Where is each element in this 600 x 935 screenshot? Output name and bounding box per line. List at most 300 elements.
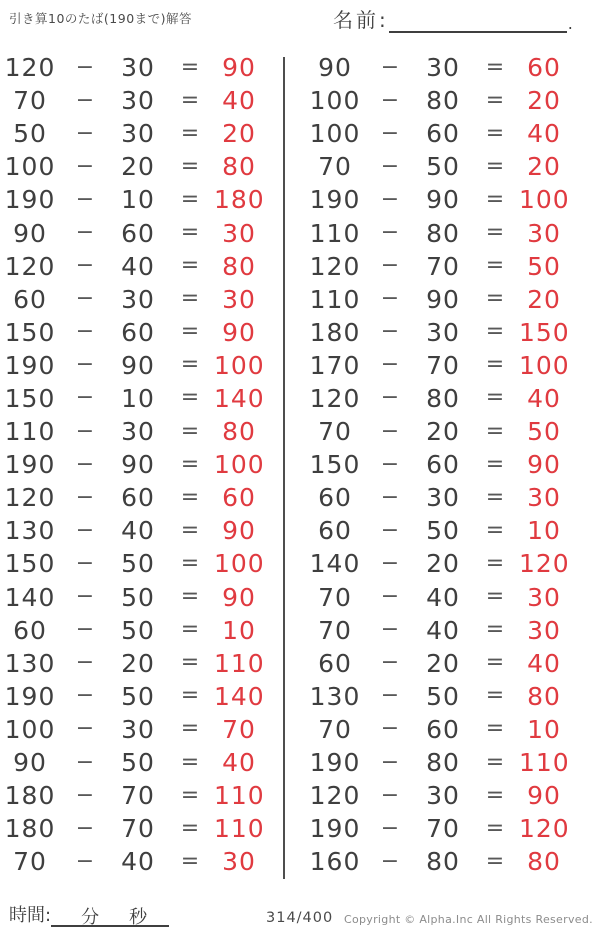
minus-sign: − xyxy=(75,716,95,742)
problem-row xyxy=(283,581,600,614)
minuend: 190 xyxy=(4,350,56,380)
problem-row xyxy=(283,216,600,249)
problem-row xyxy=(0,349,283,382)
equals-sign: = xyxy=(485,385,505,411)
equals-sign: = xyxy=(485,54,505,80)
subtrahend: 40 xyxy=(121,251,155,281)
problem-row xyxy=(0,250,283,283)
problem-row xyxy=(0,812,283,845)
answer: 30 xyxy=(527,615,561,645)
equals-sign: = xyxy=(180,418,200,444)
equals-sign: = xyxy=(485,220,505,246)
equals-sign: = xyxy=(485,716,505,742)
problem-row xyxy=(283,283,600,316)
answer: 90 xyxy=(222,53,256,83)
subtrahend: 40 xyxy=(426,582,460,612)
subtrahend: 30 xyxy=(121,417,155,447)
minuend: 190 xyxy=(4,185,56,215)
problem-row xyxy=(0,316,283,349)
answer: 20 xyxy=(527,86,561,116)
minus-sign: − xyxy=(75,220,95,246)
name-blank-line xyxy=(389,7,567,33)
equals-sign: = xyxy=(180,815,200,841)
problem-row xyxy=(283,183,600,216)
problem-row xyxy=(283,448,600,481)
answer: 140 xyxy=(214,681,265,711)
minuend: 170 xyxy=(309,350,361,380)
answer: 90 xyxy=(527,450,561,480)
equals-sign: = xyxy=(485,484,505,510)
name-label: 名前: xyxy=(333,8,389,32)
subtrahend: 60 xyxy=(121,218,155,248)
answer: 80 xyxy=(527,681,561,711)
minuend: 150 xyxy=(4,549,56,579)
minus-sign: − xyxy=(380,220,400,246)
subtrahend: 40 xyxy=(121,516,155,546)
minuend: 110 xyxy=(4,417,56,447)
subtrahend: 90 xyxy=(121,450,155,480)
subtrahend: 50 xyxy=(426,152,460,182)
minuend: 120 xyxy=(4,483,56,513)
answer: 50 xyxy=(527,417,561,447)
minus-sign: − xyxy=(75,517,95,543)
minus-sign: − xyxy=(380,782,400,808)
answer: 30 xyxy=(527,582,561,612)
page-title: 引き算10のたば(190まで)解答 xyxy=(9,11,193,26)
equals-sign: = xyxy=(485,749,505,775)
answer: 20 xyxy=(222,119,256,149)
answer: 40 xyxy=(527,648,561,678)
problem-row xyxy=(0,150,283,183)
subtrahend: 90 xyxy=(426,185,460,215)
answer: 80 xyxy=(222,417,256,447)
minus-sign: − xyxy=(75,484,95,510)
problem-row xyxy=(0,547,283,580)
answer: 120 xyxy=(519,549,570,579)
seconds-label: 秒 xyxy=(129,907,148,928)
problem-row xyxy=(0,183,283,216)
subtrahend: 30 xyxy=(426,781,460,811)
minuend: 60 xyxy=(13,615,47,645)
subtrahend: 60 xyxy=(121,483,155,513)
answer: 60 xyxy=(222,483,256,513)
equals-sign: = xyxy=(485,550,505,576)
subtrahend: 70 xyxy=(121,814,155,844)
subtrahend: 70 xyxy=(426,814,460,844)
answer: 100 xyxy=(214,549,265,579)
equals-sign: = xyxy=(180,517,200,543)
copyright-notice: Copyright © Alpha.Inc All Rights Reserved. xyxy=(344,913,593,926)
minuend: 60 xyxy=(318,648,352,678)
problem-row xyxy=(283,713,600,746)
subtrahend: 40 xyxy=(426,615,460,645)
minus-sign: − xyxy=(75,683,95,709)
minuend: 130 xyxy=(4,648,56,678)
minus-sign: − xyxy=(75,120,95,146)
minus-sign: − xyxy=(380,617,400,643)
subtrahend: 20 xyxy=(121,152,155,182)
minuend: 120 xyxy=(4,251,56,281)
subtrahend: 60 xyxy=(121,317,155,347)
minuend: 120 xyxy=(309,781,361,811)
minus-sign: − xyxy=(380,517,400,543)
subtrahend: 90 xyxy=(426,284,460,314)
minus-sign: − xyxy=(75,253,95,279)
minus-sign: − xyxy=(75,286,95,312)
answer: 150 xyxy=(519,317,570,347)
time-blank-line xyxy=(51,903,169,927)
minuend: 60 xyxy=(13,284,47,314)
minus-sign: − xyxy=(380,484,400,510)
problem-row xyxy=(283,481,600,514)
problem-row xyxy=(0,448,283,481)
answer: 110 xyxy=(519,748,570,778)
answer: 10 xyxy=(527,516,561,546)
subtrahend: 20 xyxy=(426,549,460,579)
minus-sign: − xyxy=(380,451,400,477)
answer: 10 xyxy=(222,615,256,645)
minus-sign: − xyxy=(75,153,95,179)
equals-sign: = xyxy=(180,220,200,246)
equals-sign: = xyxy=(180,186,200,212)
answer: 30 xyxy=(222,847,256,877)
equals-sign: = xyxy=(485,319,505,345)
problem-row xyxy=(0,382,283,415)
page-number: 314/400 xyxy=(266,910,334,926)
equals-sign: = xyxy=(180,286,200,312)
equals-sign: = xyxy=(485,352,505,378)
problem-row xyxy=(283,316,600,349)
answer: 80 xyxy=(222,251,256,281)
minuend: 90 xyxy=(13,218,47,248)
answer: 100 xyxy=(519,350,570,380)
minuend: 190 xyxy=(309,748,361,778)
problem-row xyxy=(0,845,283,878)
equals-sign: = xyxy=(180,749,200,775)
minuend: 130 xyxy=(4,516,56,546)
problem-row xyxy=(0,514,283,547)
equals-sign: = xyxy=(180,385,200,411)
equals-sign: = xyxy=(485,451,505,477)
subtrahend: 30 xyxy=(121,86,155,116)
subtrahend: 80 xyxy=(426,748,460,778)
minus-sign: − xyxy=(380,186,400,212)
problem-row xyxy=(283,647,600,680)
minus-sign: − xyxy=(75,617,95,643)
minus-sign: − xyxy=(75,782,95,808)
minus-sign: − xyxy=(380,120,400,146)
problem-row xyxy=(283,746,600,779)
problem-row xyxy=(283,614,600,647)
minus-sign: − xyxy=(75,451,95,477)
minus-sign: − xyxy=(380,848,400,874)
problem-row xyxy=(0,647,283,680)
name-field xyxy=(333,4,573,33)
problem-row xyxy=(283,812,600,845)
equals-sign: = xyxy=(485,584,505,610)
subtrahend: 60 xyxy=(426,119,460,149)
minus-sign: − xyxy=(75,749,95,775)
answer: 70 xyxy=(222,714,256,744)
minuend: 60 xyxy=(318,516,352,546)
minus-sign: − xyxy=(75,319,95,345)
answer: 90 xyxy=(222,317,256,347)
answer: 40 xyxy=(527,383,561,413)
answer: 90 xyxy=(222,516,256,546)
subtrahend: 30 xyxy=(121,53,155,83)
equals-sign: = xyxy=(180,584,200,610)
name-line-period: . xyxy=(567,14,573,33)
minus-sign: − xyxy=(75,550,95,576)
problem-row xyxy=(283,514,600,547)
minus-sign: − xyxy=(380,352,400,378)
minuend: 120 xyxy=(4,53,56,83)
answer: 20 xyxy=(527,284,561,314)
minuend: 190 xyxy=(4,681,56,711)
problem-row xyxy=(283,779,600,812)
answer: 40 xyxy=(527,119,561,149)
minuend: 150 xyxy=(309,450,361,480)
equals-sign: = xyxy=(180,451,200,477)
answer: 30 xyxy=(527,218,561,248)
problem-row xyxy=(0,581,283,614)
minuend: 70 xyxy=(318,417,352,447)
subtrahend: 80 xyxy=(426,218,460,248)
problem-row xyxy=(283,415,600,448)
column-divider-line xyxy=(283,57,285,879)
minus-sign: − xyxy=(75,815,95,841)
answer: 40 xyxy=(222,86,256,116)
equals-sign: = xyxy=(180,319,200,345)
minuend: 120 xyxy=(309,383,361,413)
equals-sign: = xyxy=(180,484,200,510)
equals-sign: = xyxy=(485,418,505,444)
minus-sign: − xyxy=(380,385,400,411)
equals-sign: = xyxy=(485,683,505,709)
minuend: 70 xyxy=(13,86,47,116)
minuend: 100 xyxy=(4,152,56,182)
answer: 90 xyxy=(222,582,256,612)
subtrahend: 20 xyxy=(426,648,460,678)
minuend: 140 xyxy=(309,549,361,579)
equals-sign: = xyxy=(180,650,200,676)
answer: 100 xyxy=(519,185,570,215)
subtrahend: 50 xyxy=(121,681,155,711)
subtrahend: 30 xyxy=(121,284,155,314)
equals-sign: = xyxy=(485,650,505,676)
subtrahend: 30 xyxy=(426,53,460,83)
minus-sign: − xyxy=(75,848,95,874)
equals-sign: = xyxy=(485,286,505,312)
minuend: 60 xyxy=(318,483,352,513)
minuend: 70 xyxy=(318,714,352,744)
subtrahend: 30 xyxy=(121,714,155,744)
minuend: 150 xyxy=(4,317,56,347)
minus-sign: − xyxy=(380,584,400,610)
minutes-label: 分 xyxy=(81,907,100,928)
equals-sign: = xyxy=(180,253,200,279)
subtrahend: 70 xyxy=(426,350,460,380)
minuend: 120 xyxy=(309,251,361,281)
minuend: 100 xyxy=(4,714,56,744)
subtrahend: 70 xyxy=(121,781,155,811)
answer: 20 xyxy=(527,152,561,182)
problem-row xyxy=(0,415,283,448)
subtrahend: 30 xyxy=(121,119,155,149)
minuend: 70 xyxy=(318,615,352,645)
subtrahend: 90 xyxy=(121,350,155,380)
problem-row xyxy=(0,713,283,746)
problem-row xyxy=(0,84,283,117)
minus-sign: − xyxy=(380,716,400,742)
equals-sign: = xyxy=(180,120,200,146)
minus-sign: − xyxy=(380,550,400,576)
equals-sign: = xyxy=(485,617,505,643)
minuend: 70 xyxy=(318,152,352,182)
problem-row xyxy=(283,349,600,382)
column-left xyxy=(0,51,283,878)
minuend: 150 xyxy=(4,383,56,413)
minuend: 180 xyxy=(4,781,56,811)
minus-sign: − xyxy=(380,815,400,841)
subtrahend: 40 xyxy=(121,847,155,877)
minuend: 110 xyxy=(309,284,361,314)
minuend: 190 xyxy=(309,814,361,844)
answer: 30 xyxy=(222,284,256,314)
minus-sign: − xyxy=(380,286,400,312)
problem-row xyxy=(283,547,600,580)
problem-row xyxy=(283,51,600,84)
equals-sign: = xyxy=(180,716,200,742)
column-right xyxy=(283,51,600,878)
subtrahend: 50 xyxy=(426,681,460,711)
equals-sign: = xyxy=(485,186,505,212)
minuend: 190 xyxy=(309,185,361,215)
subtrahend: 30 xyxy=(426,483,460,513)
answer: 120 xyxy=(519,814,570,844)
time-field xyxy=(9,901,169,927)
minus-sign: − xyxy=(380,749,400,775)
minuend: 70 xyxy=(318,582,352,612)
minuend: 90 xyxy=(318,53,352,83)
equals-sign: = xyxy=(485,120,505,146)
problem-row xyxy=(0,216,283,249)
minuend: 90 xyxy=(13,748,47,778)
subtrahend: 50 xyxy=(121,549,155,579)
equals-sign: = xyxy=(180,782,200,808)
subtrahend: 10 xyxy=(121,383,155,413)
answer: 50 xyxy=(527,251,561,281)
minus-sign: − xyxy=(380,319,400,345)
problem-row xyxy=(0,680,283,713)
answer: 60 xyxy=(527,53,561,83)
answer: 30 xyxy=(527,483,561,513)
minus-sign: − xyxy=(380,87,400,113)
problem-row xyxy=(0,481,283,514)
answer: 140 xyxy=(214,383,265,413)
answer: 100 xyxy=(214,350,265,380)
problem-row xyxy=(0,614,283,647)
equals-sign: = xyxy=(485,782,505,808)
answer: 40 xyxy=(222,748,256,778)
minuend: 50 xyxy=(13,119,47,149)
subtrahend: 50 xyxy=(426,516,460,546)
equals-sign: = xyxy=(180,683,200,709)
minus-sign: − xyxy=(75,650,95,676)
equals-sign: = xyxy=(485,87,505,113)
subtrahend: 80 xyxy=(426,86,460,116)
minuend: 100 xyxy=(309,86,361,116)
equals-sign: = xyxy=(180,617,200,643)
minus-sign: − xyxy=(380,54,400,80)
minuend: 140 xyxy=(4,582,56,612)
problem-row xyxy=(0,779,283,812)
subtrahend: 30 xyxy=(426,317,460,347)
minuend: 190 xyxy=(4,450,56,480)
minuend: 180 xyxy=(4,814,56,844)
minuend: 100 xyxy=(309,119,361,149)
subtrahend: 50 xyxy=(121,748,155,778)
problem-row xyxy=(283,680,600,713)
minuend: 110 xyxy=(309,218,361,248)
subtrahend: 50 xyxy=(121,582,155,612)
problem-row xyxy=(0,283,283,316)
subtrahend: 50 xyxy=(121,615,155,645)
minus-sign: − xyxy=(380,153,400,179)
minus-sign: − xyxy=(380,418,400,444)
problem-row xyxy=(283,117,600,150)
equals-sign: = xyxy=(485,815,505,841)
answer: 110 xyxy=(214,648,265,678)
subtrahend: 20 xyxy=(426,417,460,447)
problem-row xyxy=(283,845,600,878)
minus-sign: − xyxy=(75,418,95,444)
equals-sign: = xyxy=(485,517,505,543)
answer: 110 xyxy=(214,781,265,811)
time-label: 時間: xyxy=(9,905,52,926)
problem-row xyxy=(0,51,283,84)
answer: 80 xyxy=(527,847,561,877)
subtrahend: 60 xyxy=(426,714,460,744)
problem-row xyxy=(283,382,600,415)
subtrahend: 60 xyxy=(426,450,460,480)
minus-sign: − xyxy=(380,683,400,709)
minus-sign: − xyxy=(75,87,95,113)
answer: 80 xyxy=(222,152,256,182)
equals-sign: = xyxy=(485,153,505,179)
equals-sign: = xyxy=(485,848,505,874)
minuend: 130 xyxy=(309,681,361,711)
subtrahend: 80 xyxy=(426,383,460,413)
equals-sign: = xyxy=(180,550,200,576)
minus-sign: − xyxy=(380,650,400,676)
problem-row xyxy=(283,150,600,183)
answer: 180 xyxy=(214,185,265,215)
minus-sign: − xyxy=(75,186,95,212)
minus-sign: − xyxy=(75,385,95,411)
minuend: 70 xyxy=(13,847,47,877)
problem-row xyxy=(0,746,283,779)
subtrahend: 70 xyxy=(426,251,460,281)
problem-row xyxy=(0,117,283,150)
subtrahend: 80 xyxy=(426,847,460,877)
minus-sign: − xyxy=(75,584,95,610)
equals-sign: = xyxy=(485,253,505,279)
answer: 90 xyxy=(527,781,561,811)
minuend: 180 xyxy=(309,317,361,347)
problem-row xyxy=(283,250,600,283)
equals-sign: = xyxy=(180,87,200,113)
